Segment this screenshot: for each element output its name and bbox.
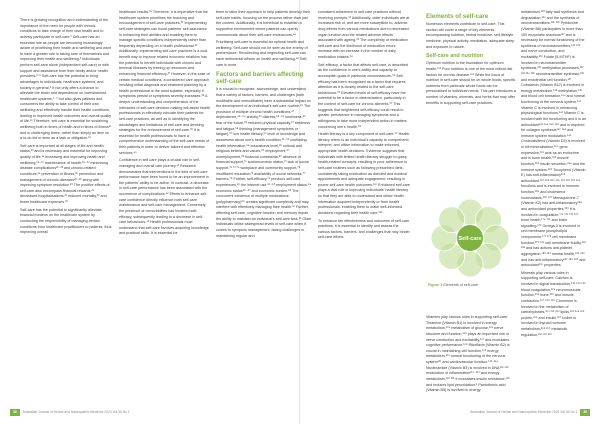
text-column-2: [119, 10, 210, 239]
footer-left: [10, 409, 133, 416]
figure-center-label: Self-care: [458, 236, 482, 242]
body-paragraph: Vitamins play various roles in supporting self-care. Thiamine (Vitamin B1) is involved in energy metabolism,¹⁰⁴ metabolism of glucose,¹⁰⁵ nerve structure and function,¹⁰⁶ plays an important role in nerve conduction and excitability,¹⁰⁷ and modulates cognitive performance.¹⁰⁸ Riboflavin (Vitamin B2) is crucial in maintaining cell function,¹⁰⁹ energy metabolism,¹¹⁰ normal functioning of the nervous system¹¹¹ and cardiovascular function.¹¹²⁻¹¹⁴ Nicotinamide (Vitamin B3) is involved in DNA¹¹⁵ ¹¹⁶ modulation of inflammation¹¹⁷⁻¹¹⁹ and energy metabolism,¹²⁰ ¹²¹ it modulates insulin resistance,¹²² and reduces lipid peroxidation.¹ Pantothenic acid (Vitamin B5) is involved in energy: [426, 315, 510, 393]
text-column-5-lower: [426, 315, 516, 396]
section-heading: Self-care and nutrition: [426, 53, 484, 60]
body-paragraph: Minerals play various roles in supporting self-care. Calcium is involved in signal transduction,¹⁹¹ ¹⁹² ¹⁹³ blood coagulation,¹⁹⁴ neuromuscular function,¹⁹⁵ bone,¹⁹⁶ and muscle contraction.¹⁹⁷ ¹⁹⁸ ¹⁹⁹ Chromium is involved in the metabolism of carbohydrates,²⁰⁰ ²⁰¹ ²⁰² lipids,²⁰³ ²⁰⁴ ²⁰⁵ protein,²⁰⁶ and insulin.²⁰⁷ Iodine is involved in thyroid hormone metabolism,²⁰⁸ ²⁰⁹ metabolic regulation,²¹⁰ ²¹¹ ²¹²: [521, 270, 586, 337]
body-paragraph: There is growing recognition and understanding of the importance of the need for people with chronic conditions to take charge of their own health and to actively participate in self-care.¹ Self-care has an essential role as people are becoming increasingly aware of prioritising their health and wellbeing and want to have a greater role in taking care of themselves and improving their health and wellbeing.² Individuals perform self-care alone (independent self-care) or with support and assistance from their family and/or health providers.³⁻⁵ Self-care has the potential to bring advantages to individuals, healthcare systems, and society in general.⁶ It not only offers a chance to alleviate the strain and dependence on overwhelmed healthcare systems,⁷⁻⁹ but also gives patients and consumers the ability to take control of their own wellbeing and effectively handle their health conditions, leading to improved health outcomes and overall quality of life.¹⁰ Therefore, self-care is essential for sustaining wellbeing both in times of health and in times of illness¹¹ and in challenging times, rather than simply an item on a to-do list or seen as a task or obligation.¹²: [20, 18, 112, 141]
page-number-right: 39: [580, 409, 590, 416]
body-paragraph: It is crucial to recognise, acknowledge, and understand that a variety of factors, barriers, and challenges (both modifiable and unmodifiable) have a substantial impact on the development of an individual's self-care routine.⁴⁶ The provision of multiple chronic health conditions,⁴⁷ dependence,⁴⁸⁻⁵⁰ anxiety,⁵¹ distress,⁵²⁻⁵⁴ loneliness,⁵⁵ fear of the future,⁵⁶ reduced physical capacity,⁵⁷ tiredness and fatigue,⁵⁸ thinking (management symptoms or fatigue),⁵⁹ low health literacy,⁶⁰ level of knowledge and awareness about one's health condition,⁶¹⁻⁶³ conflicting health information,⁶⁴ educational level,⁶⁵ cultural and religious beliefs and values,⁶⁶ employment,⁶⁷ unemployment,⁶⁸ financial constraints,⁶⁹ absence of financial support,⁷⁰ socioeconomic status,⁷¹ lack of social support,⁷² ⁷³ ⁷⁴ workplace and community support,⁷⁵ insufficient education⁷⁶ availability of social networks,⁷⁷ barriers,⁷⁸ Further, self-efficacy,⁷⁹ previous self-care experiences,⁸⁰ the internet use,⁸¹⁻⁸³ employment status,⁸⁴ economic status⁸⁵⁻⁸⁷ and economic burden.⁸⁸ The concurrent existence of multiple medications (polypharmacy)⁸⁹ creates significant complexity and may interfere with effectively managing their health.⁹⁰ Further affecting self-care, cognitive function and memory impair the ability to maintain an individual's self-care task.⁹¹ Older individuals utilise widespread levels of self-care when it comes to symptom management, facing challenges in maintaining regular and: [216, 87, 312, 238]
body-paragraph: consistent adherence to self-care practices without receiving prompts.⁹² Additionally, older individuals are at increased risk of, and are more susceptible to, adverse drug effects from various medications due to decreased organ function and the related adverse effects associated with ageing.⁹³ The complexity of medication self-care and the likelihood of medication errors increase with an increase in the number of daily medication intakes.⁹⁴: [318, 10, 410, 59]
body-paragraph: Optimum nutrition is the foundation for optimum health.¹⁰² Poor nutrition is one of the most critical risk factors for chronic disease.¹⁰³ While the focus of nutrition in self-care should be on whole foods, specific nutrients from particular whole foods can be personalised to individual needs. This part introduces a number of vitamins, minerals, and herbs that may offer benefits in supporting self-care practices.: [426, 61, 516, 105]
text-column-1: [20, 18, 112, 238]
body-paragraph: healthcare results.³⁴ Therefore, it is imperative that the healthcare system prioritises the teaching and encouragement of self-care practices.³⁵ Implementing self-care strategies can boost patients' self-assurance in enhancing their abilities and enabling them to manage specific conditions independently rather than frequently depending on a health professional.³⁶ Additionally, implementing self-care practices is a cost-benefit way to improve related economic relations has the potential to benefit individuals with chronic and terminal illnesses by freeing up resources and enhancing financial efficiency.³⁷ However, in the case of certain medical conditions, a considered care approach involving initial diagnosis and treatment planning by a health professional is the most suitable, especially if symptoms persist or symptoms severity increases.³⁸ A deeper understanding and comprehension of the intricacies of self-care decision-making will assist health professionals in effectively educate their patients for self-care practices, as well as in identifying the advantages and limitations of self-care and devising strategies for the enhancement of self-care.³⁹ It is essential for health professionals to have a comprehensive understanding of the self-care needs of their patients in order to deliver tailored and effective services.⁴⁰: [119, 10, 210, 155]
body-paragraph: Numerous elements contribute to self-care. This section will cover a range of key elements, encompassing nutrition, herbal medicine, self-lifestyle medicine, physical activity, meditation, adequate sleep and exposure to nature.: [426, 22, 515, 49]
section-heading: Factors and barriers affecting self-care: [216, 71, 304, 86]
body-paragraph: them to tailor their approach to help patients develop their self-care habits, focusing on the process rather than just the content. Additionally, it is beneficial to establish a supportive environment where patients can openly communicate about their self-care endeavours.⁴⁴: [216, 10, 311, 37]
body-paragraph: metabolism,¹²³ fatty acid synthesis and degradation,¹²⁴ and the synthesis of neurotransmitters.¹²⁵ ¹²⁶ Pyridoxine (Vitamin B6) participates in more than 100 enzymatic reactions¹²⁷ and is necessary for normal functioning of the synthesis of neurotransmitters,¹²⁸ ¹²⁹ and nerve conduction, and excitability.¹³⁰ Folate (5-MTHF) is involved in neurotransmitter synthesis,¹³¹ methylation processes,¹³² ¹³³ ¹³⁴ ¹³⁵ neurotransmitter synthesis,¹³⁶ and endothelial cell function.¹³⁷ Cobalamin (Vitamin B12) is involved in energy metabolism,¹³⁸ methylation,¹³⁹ and blood cell formation,¹⁴⁰ and normal functioning of the nervous system.¹⁴¹ Vitamin C is involved in enhancing physiological functions,¹⁴² Vitamin C is involved with the functioning and it is an antioxidant¹⁴³ ¹⁴⁴ ¹⁴⁵ ¹⁴⁶ and is required for collagen synthesis¹⁴⁷ ¹⁴⁸ and immune system modulation.¹⁴⁹ Cholecalciferol (Vitamin D3) is involved in bill mineralisation,¹⁵⁰ gene expression,¹⁵¹ acts as an endocrine and is bone health,¹⁵² muscle function,¹⁵³ insulin secretion,¹⁵⁴ and the immune system.¹⁵⁵ Tocopherol (Vitamin E) has anti-inflammatory¹⁵⁶ antioxidant,¹⁵⁷ ¹⁵⁸ ¹⁵⁹ ¹⁶⁰ ¹⁶¹ ¹⁶² ¹⁶³ ¹⁶⁴ functions and is involved in immune function,¹⁶⁵ and cholesterol homeostasis.¹⁶⁶ ¹⁶⁷ Menaquinone-7 (Vitamin K2) has anti-inflammatory¹⁶⁸ and antioxidant properties,¹⁶⁹ it is involved in coagulation,¹⁷⁰ ¹⁷¹ ¹⁷² ¹⁷³ bone health,¹⁷⁴ ¹⁷⁵ and brain signalling.¹⁷⁶ Omega-3 is involved in cell membrane phospholipid components,¹⁷⁷ ¹⁷⁸ cell membrane function,¹⁷⁹ ¹⁸⁰ cell membrane fluidity,¹⁸¹ ¹⁸² and has actions anti-platelet aggregation,¹⁸³ ¹⁸⁴ mental health,¹⁸⁵ ¹⁸⁶ and has anti-inflammatory¹⁸⁷ ¹⁸⁸ ¹⁸⁹ and antioxidant¹⁹⁰ properties.: [521, 10, 586, 268]
body-paragraph: Confidence in self-care plays a crucial role in self-managing and overall care journey.⁴¹ Research demonstrates that interventions in the field of self-care performance have been found to be an improvement in the patients' ability to be active. In contrast, a decrease in self-care performance has been associated with the occurrence of complications.⁴² Efforts to enhance self-care confidence directly influence both self-care maintenance and self-care management. Conversely, the presence of comorbidities has hindered self-efficacy, subsequently leading to a decrease in self-care behaviours.⁴³ Health professionals must understand that self-care involves acquiring knowledge and practical skills. It is essential for: [119, 158, 209, 236]
journal-name-right: Australian Journal of Herbal and Naturopathic Medicine 2024 Vol 36 No 1: [470, 410, 578, 414]
body-paragraph: Self-care is important at all stages of life and health status,¹³ and is necessary and essential for improving quality of life,¹⁴ increasing and improving health and wellbeing,¹⁵⁻¹⁷ maintenance of health,¹⁸⁻²⁰ minimising disease complications²¹⁻²³ and chronic-related conditions,²⁴ prevention of illness,²⁵ prevention and management of chronic diseases²⁶⁻²⁸ along with improving symptom resolution.²⁹ The positive effects of self-care also encompass financial rewards,³⁰ decreased hospitalisations,³¹ reduced mortality,³² and fewer healthcare expenses.³³: [20, 143, 110, 204]
text-column-4: [318, 10, 410, 243]
body-paragraph: Self-care has the potential to significantly alleviate financial burdens on the healthcare system by conducting the responsibility of managing certain conditions from healthcare practitioners to patients, thus improving overall: [20, 207, 112, 235]
text-column-3: [216, 10, 312, 241]
journal-name-left: Australian Journal of Herbal and Naturopathic Medicine 2024 Vol 36 No 1: [22, 410, 130, 414]
body-paragraph: To enhance the effectiveness and outcomes of self-care practices, it is essential to identify and assess the various factors, barriers, and challenges that may hinder self-care efforts.: [318, 218, 410, 240]
text-column-6: [521, 10, 586, 340]
figure-caption-text: Elements of self-care: [443, 283, 479, 287]
text-column-5: [426, 10, 516, 108]
page-number-left: 38: [10, 409, 20, 416]
body-paragraph: Health literacy is a key component of self-care.⁹⁹ Health literacy refers to an individual's capacity to comprehend, interpret, and utilise information to make informed, appropriate health decisions. Evidence suggests that individuals with limited health literacy struggle to grasp health-related concepts, resulting in poor adherence to self-care routines such as following prescribed diets, consistently taking medication as directed and medical appointments and adequate engagement, resulting in poorer self-care health outcomes.¹⁰⁰ Enhanced self-care plays a vital role in improving individuals' health literacy so that they are able to understand and utilise health information acquired independently or from health professionals, enabling them to make well-informed decisions regarding their health care.¹⁰¹: [318, 132, 410, 215]
footer-right: [467, 409, 590, 416]
figure-caption: [428, 283, 516, 288]
figure-caption-label: Figure 1: [428, 283, 443, 287]
body-paragraph: Prioritising self-care is essential for optimal health and wellbeing. Self-care should not be seen as the enemy of performance. Recollecting and neglecting self-care can have detrimental effects on health and wellbeing.⁴⁵ Self-care is more.: [216, 40, 308, 67]
figure-petal: [439, 207, 465, 233]
body-paragraph: Self-efficacy, a factor that affects self-care, is described as the confidence in one's ability and capacity to accomplish goals in particular circumstances.⁹⁵ Self-efficacy has been recognised as a factor that requires attention as it is closely related to the self-care behaviours.⁹⁶ Elevated levels of self-efficacy have the potential to be a factor in determination, particularly in the context of self-care for chronic ailments.⁹⁷ This suggests that heightened self-efficacy could result in greater persistence in managing symptoms and a willingness to take more independent action in matters concerning one's health.⁹⁸: [318, 62, 408, 129]
section-heading: Elements of self-care: [426, 13, 489, 20]
self-care-figure: [428, 197, 512, 279]
